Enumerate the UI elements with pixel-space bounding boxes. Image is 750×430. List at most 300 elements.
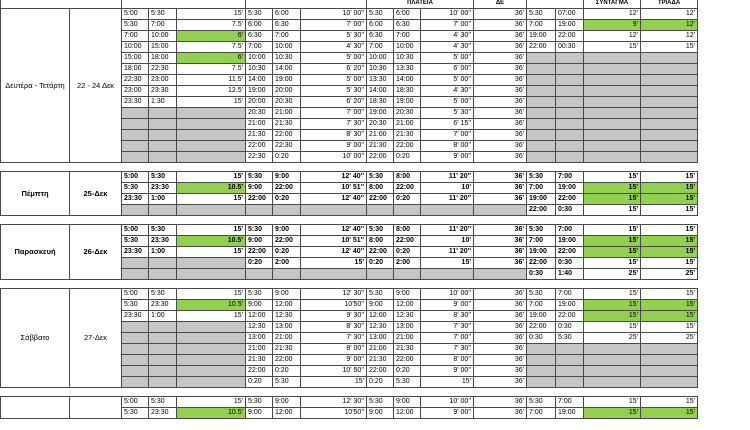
line-e-frequency-syntagma: 15': [584, 236, 641, 247]
empty-cell: [556, 130, 584, 141]
line-a-start: 7:00: [122, 31, 149, 42]
line-d-duration: 36': [474, 119, 527, 130]
line-c-frequency: 4' 30'': [421, 42, 474, 53]
line-e-start: 19:00: [527, 31, 556, 42]
line-d-duration: 36': [474, 130, 527, 141]
spacer-cell: [1, 216, 698, 225]
line-b-end: 12:00: [273, 300, 301, 311]
empty-cell: [149, 130, 177, 141]
line-e-start: 19:00: [527, 194, 556, 205]
line-b-frequency: 10' 50'': [301, 366, 367, 377]
line-c-start: 22:00: [367, 194, 394, 205]
line-c-end: 0:20: [394, 152, 421, 163]
empty-cell: [177, 141, 246, 152]
empty-cell: [421, 269, 474, 280]
line-a-start: 5:30: [122, 236, 149, 247]
empty-cell: [527, 75, 556, 86]
line-b-start: 14:00: [246, 75, 273, 86]
line-e-end: 07:00: [556, 9, 584, 20]
line-d-duration: 36': [474, 9, 527, 20]
empty-cell: [641, 53, 698, 64]
empty-cell: [641, 377, 698, 388]
line-a-start: 18:00: [122, 64, 149, 75]
empty-cell: [556, 152, 584, 163]
line-e-end: 19:00: [556, 236, 584, 247]
line-e-start: 22:00: [527, 322, 556, 333]
line-b-frequency: 10' 00'': [301, 9, 367, 20]
empty-cell: [149, 333, 177, 344]
line-e-frequency-syntagma: 9': [584, 20, 641, 31]
line-d-duration: 36': [474, 397, 527, 408]
line-c-end: 13:00: [394, 322, 421, 333]
line-b-end: 21:00: [273, 108, 301, 119]
empty-cell: [527, 141, 556, 152]
line-b-frequency: 6' 20'': [301, 64, 367, 75]
day-label: Σάββατο: [1, 289, 70, 388]
line-e-frequency-triada: 15': [641, 236, 698, 247]
line-c-frequency: 7' 00'': [421, 130, 474, 141]
line-b-end: 14:00: [273, 64, 301, 75]
line-b-end: 20:00: [273, 86, 301, 97]
line-e-frequency-triada: 15': [641, 311, 698, 322]
line-e-frequency-syntagma: 15': [584, 311, 641, 322]
empty-cell: [556, 355, 584, 366]
empty-cell: [556, 86, 584, 97]
line-b-start: 20:30: [246, 108, 273, 119]
line-c-start: 5:30: [367, 9, 394, 20]
line-a-start: 23:00: [122, 86, 149, 97]
line-c-frequency: 7' 30'': [421, 344, 474, 355]
line-c-frequency: 9' 00'': [421, 300, 474, 311]
line-e-start: 22:00: [527, 42, 556, 53]
line-b-end: 21:30: [273, 344, 301, 355]
line-b-frequency: 5' 00'': [301, 53, 367, 64]
empty-cell: [527, 119, 556, 130]
empty-cell: [584, 86, 641, 97]
line-c-end: 7:00: [394, 31, 421, 42]
header-blank: [1, 0, 122, 9]
line-d-duration: 36': [474, 152, 527, 163]
line-b-end: 22:00: [273, 236, 301, 247]
line-a-end: 23:30: [149, 183, 177, 194]
spacer-cell: [1, 388, 698, 397]
line-b-frequency: 7' 30'': [301, 119, 367, 130]
line-e-frequency-syntagma: 15': [584, 172, 641, 183]
empty-cell: [527, 53, 556, 64]
empty-cell: [149, 141, 177, 152]
line-b-end: 12:00: [273, 408, 301, 419]
line-c-start: 9:00: [367, 408, 394, 419]
line-c-start: 13:30: [367, 75, 394, 86]
line-a-end: 23:30: [149, 86, 177, 97]
line-d-duration: 36': [474, 322, 527, 333]
line-e-end: 22:00: [556, 247, 584, 258]
line-e-frequency-syntagma: 15': [584, 194, 641, 205]
line-b-frequency: 15': [301, 377, 367, 388]
line-e-frequency-triada: 15': [641, 247, 698, 258]
line-e-end: 22:00: [556, 194, 584, 205]
empty-cell: [122, 108, 149, 119]
line-e-frequency-triada: 15': [641, 258, 698, 269]
line-e-frequency-triada: 15': [641, 408, 698, 419]
line-b-start: 21:30: [246, 130, 273, 141]
line-e-frequency-triada: 15': [641, 42, 698, 53]
line-e-frequency-triada: 25': [641, 269, 698, 280]
header-blank: [246, 0, 367, 9]
line-a-end: 23:30: [149, 300, 177, 311]
line-d-duration: 36': [474, 333, 527, 344]
day-label: Παρασκευή: [1, 225, 70, 280]
empty-cell: [177, 258, 246, 269]
line-c-start: 22:00: [367, 152, 394, 163]
empty-cell: [527, 130, 556, 141]
line-c-end: 20:30: [394, 108, 421, 119]
empty-cell: [122, 152, 149, 163]
line-a-frequency: 10.5': [177, 300, 246, 311]
line-a-frequency: 12.5': [177, 86, 246, 97]
line-c-frequency: 11' 20'': [421, 194, 474, 205]
line-e-frequency-syntagma: 15': [584, 247, 641, 258]
empty-cell: [177, 322, 246, 333]
empty-cell: [421, 205, 474, 216]
line-b-frequency: 15': [301, 258, 367, 269]
line-e-end: 5:30: [556, 333, 584, 344]
line-c-frequency: 5' 00'': [421, 53, 474, 64]
line-c-start: 12:30: [367, 322, 394, 333]
empty-cell: [122, 366, 149, 377]
line-a-end: 10:00: [149, 31, 177, 42]
line-e-frequency-triada: 15': [641, 289, 698, 300]
line-b-start: 19:00: [246, 86, 273, 97]
line-e-frequency-syntagma: 25': [584, 269, 641, 280]
line-c-end: 2:00: [394, 258, 421, 269]
line-c-frequency: 8' 30'': [421, 311, 474, 322]
line-b-end: 21:30: [273, 119, 301, 130]
line-c-frequency: 10': [421, 236, 474, 247]
line-b-start: 9:00: [246, 408, 273, 419]
line-b-start: 9:00: [246, 300, 273, 311]
line-c-frequency: 7' 30'': [421, 322, 474, 333]
line-c-frequency: 15': [421, 258, 474, 269]
line-c-end: 9:00: [394, 289, 421, 300]
empty-cell: [273, 269, 301, 280]
empty-cell: [149, 152, 177, 163]
empty-cell: [301, 205, 367, 216]
empty-cell: [584, 377, 641, 388]
line-a-end: 23:00: [149, 75, 177, 86]
empty-cell: [474, 269, 527, 280]
line-e-frequency-triada: 12': [641, 31, 698, 42]
line-c-end: 22:00: [394, 236, 421, 247]
line-c-end: 12:00: [394, 408, 421, 419]
empty-cell: [556, 75, 584, 86]
line-b-end: 21:00: [273, 333, 301, 344]
line-c-start: 22:00: [367, 366, 394, 377]
line-c-end: 6:30: [394, 20, 421, 31]
line-b-frequency: 12' 30'': [301, 397, 367, 408]
line-a-end: 5:30: [149, 9, 177, 20]
line-c-frequency: 15': [421, 377, 474, 388]
line-d-duration: 36': [474, 377, 527, 388]
line-a-frequency: 10.5': [177, 236, 246, 247]
empty-cell: [122, 344, 149, 355]
line-c-end: 14:00: [394, 75, 421, 86]
line-e-frequency-syntagma: 15': [584, 300, 641, 311]
empty-cell: [149, 355, 177, 366]
line-d-duration: 36': [474, 64, 527, 75]
line-b-end: 10:00: [273, 42, 301, 53]
line-c-start: 6:30: [367, 31, 394, 42]
line-b-frequency: 9' 00'': [301, 141, 367, 152]
line-a-end: 5:30: [149, 397, 177, 408]
line-e-frequency-syntagma: 15': [584, 225, 641, 236]
line-e-frequency-syntagma: 15': [584, 42, 641, 53]
empty-cell: [584, 53, 641, 64]
line-b-start: 6:30: [246, 31, 273, 42]
line-c-frequency: 10' 00'': [421, 9, 474, 20]
line-c-end: 21:00: [394, 333, 421, 344]
line-e-end: 00:30: [556, 42, 584, 53]
line-c-start: 21:30: [367, 355, 394, 366]
empty-cell: [584, 152, 641, 163]
line-a-frequency: 15': [177, 311, 246, 322]
line-e-frequency-triada: 12': [641, 9, 698, 20]
line-b-start: 20:00: [246, 97, 273, 108]
empty-cell: [584, 141, 641, 152]
line-b-end: 6:00: [273, 9, 301, 20]
line-e-start: 7:00: [527, 408, 556, 419]
date-label: 27-Δεκ: [70, 289, 122, 388]
empty-cell: [641, 97, 698, 108]
section-spacer: [1, 388, 698, 397]
empty-cell: [527, 152, 556, 163]
line-a-end: 1:30: [149, 97, 177, 108]
line-d-duration: 36': [474, 183, 527, 194]
line-b-end: 9:00: [273, 225, 301, 236]
line-b-start: 9:00: [246, 236, 273, 247]
line-b-start: 22:00: [246, 247, 273, 258]
line-e-end: 19:00: [556, 183, 584, 194]
line-e-start: 0:30: [527, 333, 556, 344]
empty-cell: [584, 108, 641, 119]
line-a-frequency: 10.5': [177, 408, 246, 419]
empty-cell: [556, 377, 584, 388]
line-c-end: 13:30: [394, 64, 421, 75]
line-d-duration: 36': [474, 42, 527, 53]
line-a-frequency: 15': [177, 247, 246, 258]
line-e-start: 5:30: [527, 225, 556, 236]
line-c-frequency: 5' 00'': [421, 97, 474, 108]
line-c-end: 21:00: [394, 119, 421, 130]
line-d-duration: 36': [474, 311, 527, 322]
line-b-end: 22:00: [273, 183, 301, 194]
line-a-start: 23:30: [122, 194, 149, 205]
line-c-end: 12:00: [394, 300, 421, 311]
empty-cell: [122, 130, 149, 141]
empty-cell: [641, 366, 698, 377]
empty-cell: [641, 344, 698, 355]
line-c-frequency: 9' 00'': [421, 408, 474, 419]
line-a-end: 1:00: [149, 247, 177, 258]
line-e-frequency-syntagma: 15': [584, 322, 641, 333]
line-c-start: 6:00: [367, 20, 394, 31]
line-a-end: 5:30: [149, 225, 177, 236]
line-b-start: 21:30: [246, 355, 273, 366]
empty-cell: [584, 366, 641, 377]
empty-cell: [641, 64, 698, 75]
line-e-end: 0:30: [556, 205, 584, 216]
line-c-start: 12:00: [367, 311, 394, 322]
line-b-frequency: 7' 00'': [301, 20, 367, 31]
line-b-end: 0:20: [273, 366, 301, 377]
line-b-frequency: 9' 30'': [301, 311, 367, 322]
line-c-frequency: 8' 00'': [421, 141, 474, 152]
header-col-e1: ΣΥΝΤΑΓΜΑ: [584, 0, 641, 9]
line-d-duration: 36': [474, 408, 527, 419]
line-c-start: 19:00: [367, 108, 394, 119]
line-e-end: 7:00: [556, 397, 584, 408]
line-c-start: 5:30: [367, 289, 394, 300]
line-c-frequency: 4' 30'': [421, 31, 474, 42]
line-c-start: 9:00: [367, 300, 394, 311]
line-b-end: 9:00: [273, 397, 301, 408]
empty-cell: [641, 355, 698, 366]
empty-cell: [246, 269, 273, 280]
line-b-end: 2:00: [273, 258, 301, 269]
line-a-start: 5:00: [122, 9, 149, 20]
empty-cell: [556, 53, 584, 64]
empty-cell: [149, 322, 177, 333]
empty-cell: [149, 258, 177, 269]
line-a-start: 15:00: [122, 53, 149, 64]
empty-cell: [527, 97, 556, 108]
line-b-start: 12:00: [246, 311, 273, 322]
line-e-frequency-triada: 12': [641, 20, 698, 31]
line-b-start: 22:00: [246, 141, 273, 152]
line-b-start: 10:00: [246, 53, 273, 64]
date-label: 26-Δεκ: [70, 225, 122, 280]
header-col-d: ΔΕ: [474, 0, 527, 9]
empty-cell: [584, 97, 641, 108]
line-c-frequency: 7' 00'': [421, 20, 474, 31]
line-d-duration: 36': [474, 289, 527, 300]
line-a-end: 1:00: [149, 311, 177, 322]
empty-cell: [122, 355, 149, 366]
line-e-start: 22:00: [527, 205, 556, 216]
line-b-end: 10:30: [273, 53, 301, 64]
line-e-start: 7:00: [527, 300, 556, 311]
line-e-frequency-syntagma: 12': [584, 9, 641, 20]
line-e-end: 22:00: [556, 311, 584, 322]
line-b-frequency: 10'50'': [301, 300, 367, 311]
line-a-frequency: 6': [177, 53, 246, 64]
line-e-frequency-triada: 15': [641, 172, 698, 183]
line-b-frequency: 7' 00'': [301, 108, 367, 119]
empty-cell: [122, 119, 149, 130]
line-b-end: 22:00: [273, 355, 301, 366]
empty-cell: [149, 205, 177, 216]
line-b-start: 0:20: [246, 377, 273, 388]
line-d-duration: 36': [474, 53, 527, 64]
line-b-end: 13:00: [273, 322, 301, 333]
schedule-row: [1, 289, 698, 300]
line-e-end: 7:00: [556, 289, 584, 300]
line-e-start: 0:30: [527, 269, 556, 280]
line-d-duration: 36': [474, 258, 527, 269]
line-b-end: 0:20: [273, 247, 301, 258]
line-e-start: 5:30: [527, 289, 556, 300]
line-b-end: 22:30: [273, 141, 301, 152]
empty-cell: [556, 141, 584, 152]
empty-cell: [367, 205, 394, 216]
line-b-frequency: 4' 30'': [301, 42, 367, 53]
line-e-end: 22:00: [556, 31, 584, 42]
line-c-start: 21:00: [367, 130, 394, 141]
empty-cell: [556, 64, 584, 75]
line-c-end: 12:30: [394, 311, 421, 322]
line-d-duration: 36': [474, 344, 527, 355]
line-b-frequency: 12' 30'': [301, 289, 367, 300]
empty-cell: [177, 152, 246, 163]
empty-cell: [177, 119, 246, 130]
empty-cell: [584, 130, 641, 141]
empty-cell: [149, 119, 177, 130]
line-e-frequency-triada: 15': [641, 397, 698, 408]
empty-cell: [273, 205, 301, 216]
line-e-frequency-syntagma: 15': [584, 408, 641, 419]
line-d-duration: 36': [474, 108, 527, 119]
line-c-end: 0:20: [394, 366, 421, 377]
empty-cell: [149, 366, 177, 377]
line-e-start: 19:00: [527, 311, 556, 322]
empty-cell: [556, 344, 584, 355]
line-b-end: 0:20: [273, 152, 301, 163]
day-label: [1, 397, 70, 419]
header-col-e2: ΤΡΙΑΔΑ: [641, 0, 698, 9]
empty-cell: [641, 108, 698, 119]
empty-cell: [177, 130, 246, 141]
line-a-frequency: 11.5': [177, 75, 246, 86]
line-b-start: 5:30: [246, 172, 273, 183]
line-c-end: 22:00: [394, 141, 421, 152]
line-e-frequency-triada: 15': [641, 205, 698, 216]
line-c-start: 20:30: [367, 119, 394, 130]
line-b-start: 22:00: [246, 194, 273, 205]
line-c-frequency: 6' 15'': [421, 119, 474, 130]
day-label: Δευτέρα - Τετάρτη: [1, 9, 70, 163]
empty-cell: [177, 205, 246, 216]
line-c-frequency: 10': [421, 183, 474, 194]
line-c-start: 0:20: [367, 258, 394, 269]
line-a-frequency: 15': [177, 194, 246, 205]
line-b-start: 12:30: [246, 322, 273, 333]
header-row: [1, 0, 698, 9]
empty-cell: [584, 119, 641, 130]
line-c-start: 10:00: [367, 53, 394, 64]
line-c-frequency: 5' 00'': [421, 75, 474, 86]
spacer-cell: [1, 280, 698, 289]
line-e-start: 19:00: [527, 247, 556, 258]
empty-cell: [177, 269, 246, 280]
line-a-end: 15:00: [149, 42, 177, 53]
line-c-start: 21:00: [367, 344, 394, 355]
empty-cell: [149, 108, 177, 119]
line-b-start: 5:30: [246, 9, 273, 20]
line-c-start: 18:30: [367, 97, 394, 108]
line-c-end: 0:20: [394, 194, 421, 205]
empty-cell: [177, 108, 246, 119]
line-a-frequency: 7.5': [177, 64, 246, 75]
